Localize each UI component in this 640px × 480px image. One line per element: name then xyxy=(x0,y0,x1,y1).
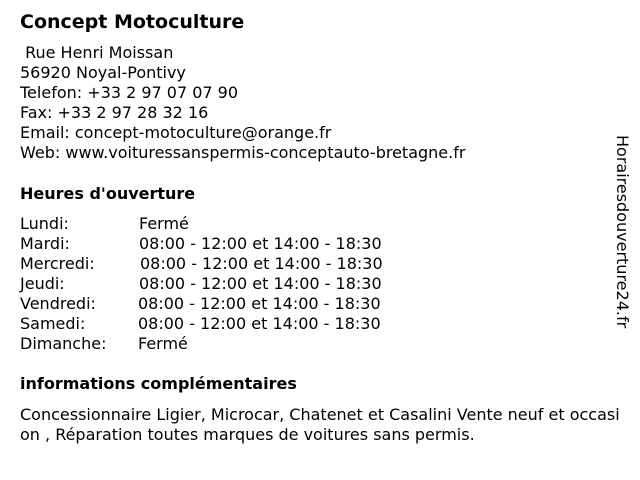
hours-row xyxy=(20,214,440,234)
info-text: Concessionnaire Ligier, Microcar, Chatenet et Casalini Vente neuf et occasion , Réparation toutes marques de voitures sans permis. xyxy=(20,405,620,444)
day-hours: 08:00 - 12:00 et 14:00 - 18:30 xyxy=(139,274,382,293)
day-hours: 08:00 - 12:00 et 14:00 - 18:30 xyxy=(138,314,381,333)
day-label: Lundi: xyxy=(20,214,69,233)
hours-row xyxy=(20,334,440,354)
hours-row xyxy=(20,314,440,334)
website-url: Web: www.voituressanspermis-conceptauto-bretagne.fr xyxy=(20,143,466,162)
email-address: Email: concept-motoculture@orange.fr xyxy=(20,123,332,142)
hours-row xyxy=(20,274,440,294)
business-name: Concept Motoculture xyxy=(20,11,245,33)
day-label: Vendredi: xyxy=(20,294,96,313)
day-hours: 08:00 - 12:00 et 14:00 - 18:30 xyxy=(140,254,383,273)
day-label: Dimanche: xyxy=(20,334,107,353)
hours-table xyxy=(20,214,440,354)
address-city: 56920 Noyal-Pontivy xyxy=(20,63,186,82)
hours-row xyxy=(20,254,440,274)
day-label: Mardi: xyxy=(20,234,70,253)
day-label: Samedi: xyxy=(20,314,86,333)
day-hours: Fermé xyxy=(138,334,188,353)
phone-number: Telefon: +33 2 97 07 07 90 xyxy=(20,83,239,102)
info-heading: informations complémentaires xyxy=(20,374,297,393)
hours-heading: Heures d'ouverture xyxy=(20,184,196,203)
hours-row xyxy=(20,294,440,314)
day-label: Jeudi: xyxy=(20,274,65,293)
site-watermark: Horairesdouverture24.fr xyxy=(613,135,632,329)
address-street: Rue Henri Moissan xyxy=(20,43,174,62)
day-hours: Fermé xyxy=(139,214,189,233)
day-hours: 08:00 - 12:00 et 14:00 - 18:30 xyxy=(139,234,382,253)
hours-row xyxy=(20,234,440,254)
fax-number: Fax: +33 2 97 28 32 16 xyxy=(20,103,209,122)
contact-block xyxy=(20,43,465,163)
day-label: Mercredi: xyxy=(20,254,95,273)
day-hours: 08:00 - 12:00 et 14:00 - 18:30 xyxy=(138,294,381,313)
